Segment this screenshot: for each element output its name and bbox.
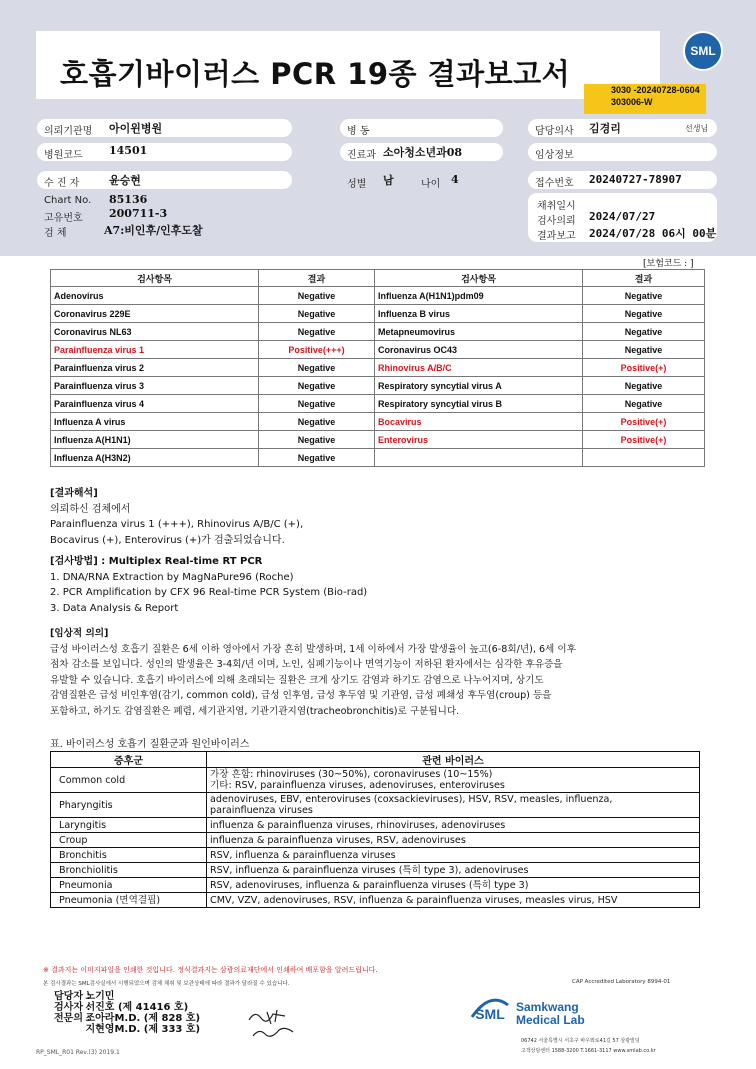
- clinical-line: 유발할 수 있습니다. 호흡기 바이러스에 의해 초래되는 질환은 크게 상기도 감염과 하기도 감염으로 나누어지며, 상기도: [50, 674, 544, 686]
- report-code-1: 3030 -20240728-0604: [611, 85, 700, 95]
- sml-logo-icon: [683, 31, 723, 71]
- syndrome-name: Croup: [51, 833, 207, 848]
- test-name: Parainfluenza virus 4: [51, 395, 259, 413]
- staff-line: 검사자 : 서진호 (제 41416 호): [54, 1002, 189, 1013]
- test-result: Positive(+++): [259, 341, 375, 359]
- report-code-2: 303006-W: [611, 97, 653, 107]
- request-label: 검사의뢰: [537, 216, 576, 227]
- disease-header-row: [51, 752, 700, 768]
- test-result: Negative: [259, 431, 375, 449]
- collect-label: 채취일시: [537, 201, 576, 212]
- syndrome-name: Laryngitis: [51, 818, 207, 833]
- test-result: Negative: [583, 305, 705, 323]
- unique-value: 200711-3: [109, 207, 168, 220]
- logo-text: SML: [690, 44, 716, 58]
- patient-label: 수 진 자: [44, 178, 80, 189]
- test-name: Parainfluenza virus 2: [51, 359, 259, 377]
- syndrome-name: Pneumonia (면역결핍): [51, 893, 207, 908]
- related-viruses: [207, 768, 700, 793]
- results-header-item: 검사항목: [51, 270, 259, 287]
- interpretation-line: Parainfluenza virus 1 (+++), Rhinovirus A/B/C (+),: [50, 519, 304, 530]
- related-viruses: [207, 833, 700, 848]
- test-name: Rhinovirus A/B/C: [375, 359, 583, 377]
- receipt-value: 20240727-78907: [589, 173, 682, 186]
- disease-row: [51, 818, 700, 833]
- test-result: Negative: [583, 341, 705, 359]
- clinical-line: 점차 감소를 보입니다. 성인의 발생율은 3-4회/년 이며, 노인, 심폐기능이나 면역기능이 저하된 환자에서는 심각한 후유증을: [50, 659, 563, 670]
- method-line: 3. Data Analysis & Report: [50, 602, 179, 614]
- clinical-info-label: 임상정보: [535, 150, 574, 161]
- test-result: Negative: [259, 305, 375, 323]
- disease-table: [50, 751, 700, 908]
- virus-line: adenoviruses, EBV, enteroviruses (coxsackieviruses), HSV, RSV, measles, influenza,: [210, 794, 613, 805]
- syndrome-name: Pharyngitis: [51, 793, 207, 818]
- patient-value: 윤승현: [109, 174, 141, 187]
- interpretation-section: [50, 486, 303, 548]
- disease-header-virus: 관련 바이러스: [207, 752, 700, 768]
- test-name: Enterovirus: [375, 431, 583, 449]
- results-row: [51, 287, 705, 305]
- footer-fine-print: 본 검사결과는 SML검사실에서 시행되었으며 검체 채취 및 보관상태에 따라 결과가 달라질 수 있습니다.: [43, 981, 290, 987]
- sex-label: 성별: [347, 179, 367, 190]
- test-name: Coronavirus NL63: [51, 323, 259, 341]
- staff-line: 담당자 : 노기민: [54, 991, 115, 1002]
- lab-name: [516, 1001, 585, 1027]
- specimen-label: 검 체: [44, 228, 67, 239]
- lab-address: 06742 서울특별시 서초구 바우뫼로41길 57 삼광빌딩: [521, 1038, 640, 1044]
- signature-image: [245, 1000, 301, 1042]
- virus-line: parainfluenza viruses: [210, 805, 313, 816]
- results-row: [51, 323, 705, 341]
- test-result: Negative: [583, 287, 705, 305]
- interpretation-heading: [결과해석]: [50, 488, 98, 499]
- org-label: 의뢰기관명: [44, 126, 93, 137]
- disease-row: [51, 878, 700, 893]
- form-code: RP_SML_R01 Rev.(3) 2019.1: [36, 1049, 120, 1056]
- dept-value: 소아청소년과08: [383, 146, 463, 159]
- test-result: Negative: [583, 395, 705, 413]
- hospital-code-value: 14501: [109, 144, 148, 157]
- test-result: Negative: [583, 377, 705, 395]
- specimen-value: A7:비인후/인후도찰: [104, 224, 203, 237]
- results-header-result: 결과: [583, 270, 705, 287]
- disease-header-syndrome: 증후군: [51, 752, 207, 768]
- results-header-row: [51, 270, 705, 287]
- virus-line: RSV, adenoviruses, influenza & parainfluenza viruses (특히 type 3): [210, 879, 529, 891]
- results-row: [51, 395, 705, 413]
- test-name: Respiratory syncytial virus A: [375, 377, 583, 395]
- test-name: Influenza B virus: [375, 305, 583, 323]
- report-label: 결과보고: [537, 231, 576, 242]
- test-result: Negative: [583, 323, 705, 341]
- results-header-item: 검사항목: [375, 270, 583, 287]
- age-value: 4: [451, 173, 459, 186]
- clinical-section: [50, 626, 576, 719]
- test-name: Influenza A(H1N1): [51, 431, 259, 449]
- syndrome-name: Common cold: [51, 768, 207, 793]
- staff-line: 전문의 : 조아라M.D. (제 828 호): [54, 1013, 201, 1024]
- sml-lab-logo-icon: [470, 995, 510, 1025]
- interpretation-line: Bocavirus (+), Enterovirus (+)가 검출되었습니다.: [50, 534, 285, 546]
- test-name: Coronavirus OC43: [375, 341, 583, 359]
- disease-row: [51, 768, 700, 793]
- disease-row: [51, 848, 700, 863]
- ward-label: 병 동: [347, 126, 370, 137]
- doctor-label: 담당의사: [535, 126, 574, 137]
- results-header-result: 결과: [259, 270, 375, 287]
- clinical-line: 감염질환은 급성 비인후염(감기, common cold), 급성 인후염, 급성 후두염 및 기관염, 급성 폐쇄성 후두염(croup) 등을: [50, 690, 552, 701]
- test-result: Negative: [259, 395, 375, 413]
- report-code-box: [584, 84, 706, 114]
- virus-line: RSV, influenza & parainfluenza viruses: [210, 849, 396, 861]
- clinical-line: 포함하고, 하기도 감염질환은 폐렴, 세기관지염, 기관기관지염(tracheobronchitis)로 구분됩니다.: [50, 705, 460, 717]
- age-label: 나이: [421, 179, 441, 190]
- cap-accreditation: CAP Accredited Laboratory 8994-01: [572, 979, 671, 985]
- method-heading: [검사방법] : Multiplex Real-time RT PCR: [50, 556, 263, 567]
- staff-line: 지현영M.D. (제 333 호): [85, 1024, 201, 1035]
- test-result: Positive(+): [583, 413, 705, 431]
- results-table: [50, 269, 705, 467]
- virus-line: influenza & parainfluenza viruses, RSV, adenoviruses: [210, 834, 466, 846]
- chart-value: 85136: [109, 193, 148, 206]
- test-name: Influenza A virus: [51, 413, 259, 431]
- sex-value: 남: [383, 174, 394, 187]
- virus-line: CMV, VZV, adenoviruses, RSV, influenza & parainfluenza viruses, measles virus, HSV: [210, 894, 618, 906]
- disease-row: [51, 793, 700, 818]
- virus-line: 가장 흔함: rhinoviruses (30~50%), coronaviruses (10~15%): [210, 769, 493, 780]
- related-viruses: [207, 878, 700, 893]
- test-result: Negative: [259, 413, 375, 431]
- disease-table-caption: 표. 바이러스성 호흡기 질환군과 원인바이러스: [50, 739, 250, 750]
- interpretation-line: 의뢰하신 검체에서: [50, 503, 131, 515]
- test-result: [583, 449, 705, 467]
- test-name: Parainfluenza virus 1: [51, 341, 259, 359]
- results-row: [51, 377, 705, 395]
- test-name: [375, 449, 583, 467]
- method-line: 1. DNA/RNA Extraction by MagNaPure96 (Roche): [50, 571, 294, 583]
- results-row: [51, 359, 705, 377]
- staff-list: [54, 991, 200, 1035]
- method-line: 2. PCR Amplification by CFX 96 Real-time PCR System (Bio-rad): [50, 587, 368, 598]
- doctor-suffix: 선생님: [685, 124, 709, 133]
- test-name: Adenovirus: [51, 287, 259, 305]
- chart-label: Chart No.: [44, 195, 92, 206]
- test-name: Parainfluenza virus 3: [51, 377, 259, 395]
- test-result: Negative: [259, 323, 375, 341]
- test-name: Influenza A(H1N1)pdm09: [375, 287, 583, 305]
- virus-line: influenza & parainfluenza viruses, rhinoviruses, adenoviruses: [210, 819, 506, 831]
- results-row: [51, 431, 705, 449]
- related-viruses: [207, 893, 700, 908]
- hospital-code-label: 병원코드: [44, 150, 83, 161]
- receipt-label: 접수번호: [535, 178, 574, 189]
- syndrome-name: Bronchiolitis: [51, 863, 207, 878]
- dept-label: 진료과: [347, 150, 376, 161]
- doctor-value: 김경리: [589, 122, 621, 135]
- syndrome-name: Bronchitis: [51, 848, 207, 863]
- related-viruses: [207, 793, 700, 818]
- disease-row: [51, 863, 700, 878]
- test-result: Negative: [259, 359, 375, 377]
- test-result: Negative: [259, 287, 375, 305]
- virus-line: 기타: RSV, parainfluenza viruses, adenoviruses, enteroviruses: [210, 780, 505, 791]
- test-result: Positive(+): [583, 359, 705, 377]
- related-viruses: [207, 848, 700, 863]
- lab-name-line: Samkwang: [516, 1000, 579, 1014]
- lab-name-line: Medical Lab: [516, 1013, 585, 1027]
- virus-line: RSV, influenza & parainfluenza viruses (특히 type 3), adenoviruses: [210, 864, 529, 876]
- results-row: [51, 413, 705, 431]
- disease-row: [51, 833, 700, 848]
- lab-phone: 고객상담센터 1588-3200 T.1661-3117 www.smlab.co.kr: [521, 1048, 656, 1054]
- footer-notice: ※ 결과지는 이미지파일을 인쇄한 것입니다. 정식결과지는 삼광의료재단에서 인쇄하여 배포함을 알려드립니다.: [43, 966, 378, 974]
- related-viruses: [207, 863, 700, 878]
- request-value: 2024/07/27: [589, 210, 656, 223]
- results-row: [51, 305, 705, 323]
- test-name: Metapneumovirus: [375, 323, 583, 341]
- test-name: Respiratory syncytial virus B: [375, 395, 583, 413]
- clinical-line: 급성 바이러스성 호흡기 질환은 6세 이하 영아에서 가장 흔히 발생하며, 1세 이하에서 가장 발생율이 높고(6-8회/년), 6세 이후: [50, 643, 576, 655]
- test-result: Negative: [259, 449, 375, 467]
- clinical-heading: [임상적 의의]: [50, 628, 109, 639]
- test-name: Bocavirus: [375, 413, 583, 431]
- test-name: Influenza A(H3N2): [51, 449, 259, 467]
- results-row: [51, 341, 705, 359]
- test-result: Negative: [259, 377, 375, 395]
- method-section: [50, 554, 367, 616]
- unique-label: 고유번호: [44, 213, 83, 224]
- report-value: 2024/07/28 06시 00분: [589, 227, 717, 240]
- results-row: [51, 449, 705, 467]
- syndrome-name: Pneumonia: [51, 878, 207, 893]
- page-title: 호흡기바이러스 PCR 19종 결과보고서: [60, 57, 571, 91]
- related-viruses: [207, 818, 700, 833]
- test-name: Coronavirus 229E: [51, 305, 259, 323]
- org-value: 아이윈병원: [109, 122, 163, 135]
- test-result: Positive(+): [583, 431, 705, 449]
- disease-row: [51, 893, 700, 908]
- insurance-code: [보험코드 : ]: [643, 259, 694, 269]
- svg-text:SML: SML: [475, 1006, 505, 1022]
